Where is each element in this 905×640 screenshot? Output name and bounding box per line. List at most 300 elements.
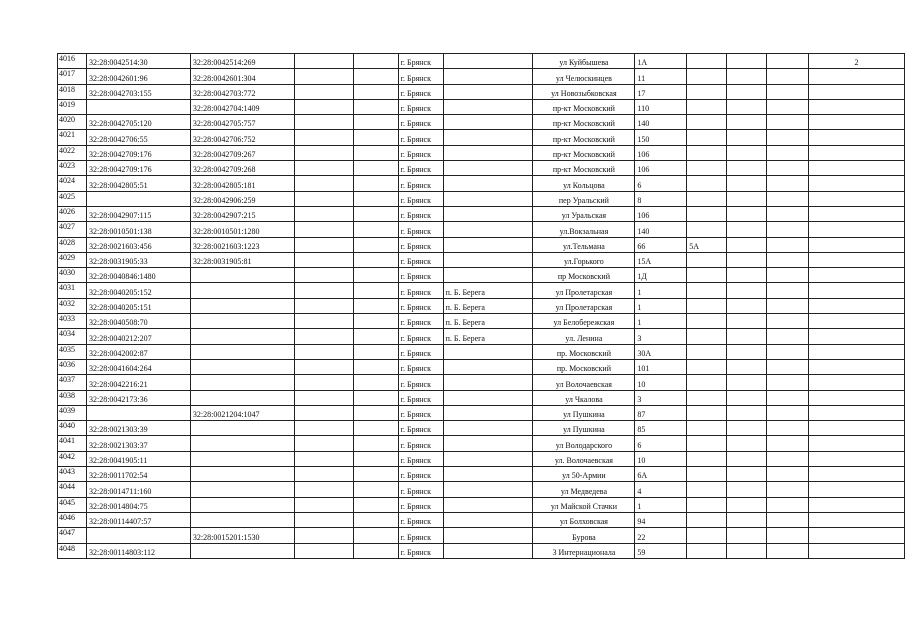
- cadastral-number-building-cell: [190, 482, 294, 497]
- building-number-cell: 11: [635, 69, 687, 84]
- table-row: [58, 222, 905, 237]
- cadastral-number-land-cell: 32:28:0042002:87: [86, 344, 190, 359]
- page-note-cell: [809, 467, 905, 482]
- col-11-cell: [727, 115, 767, 130]
- city-cell: [353, 344, 398, 359]
- page-note-cell: [809, 451, 905, 466]
- page-note-cell: [809, 237, 905, 252]
- col-11-cell: [727, 84, 767, 99]
- street-cell: [443, 344, 533, 359]
- table-row: [58, 54, 905, 69]
- cadastral-number-land-cell: 32:28:0042705:120: [86, 115, 190, 130]
- house-number-cell: пр-кт Московский: [533, 161, 635, 176]
- city-cell: [353, 115, 398, 130]
- col-10-cell: [687, 375, 727, 390]
- page-note-cell: [809, 283, 905, 298]
- row-number-cell: 4021: [58, 130, 87, 145]
- street-cell: [443, 436, 533, 451]
- building-number-cell: 8: [635, 191, 687, 206]
- cadastral-number-building-cell: 32:28:0042805:181: [190, 176, 294, 191]
- col-10-cell: [687, 130, 727, 145]
- col-11-cell: [727, 482, 767, 497]
- page-note-cell: [809, 497, 905, 512]
- settlement-cell: г. Брянск: [398, 54, 443, 69]
- row-number-cell: 4028: [58, 237, 87, 252]
- city-cell: [353, 482, 398, 497]
- col-11-cell: [727, 222, 767, 237]
- col-12-cell: [767, 359, 809, 374]
- page-note-cell: [809, 482, 905, 497]
- building-number-cell: 1: [635, 298, 687, 313]
- building-number-cell: 6: [635, 436, 687, 451]
- building-number-cell: 1: [635, 283, 687, 298]
- col-10-cell: [687, 115, 727, 130]
- settlement-cell: г. Брянск: [398, 115, 443, 130]
- row-number-cell: 4025: [58, 191, 87, 206]
- cadastral-number-land-cell: [86, 528, 190, 543]
- building-number-cell: 22: [635, 528, 687, 543]
- settlement-cell: г. Брянск: [398, 512, 443, 527]
- cadastral-number-land-cell: 32:28:0040508:70: [86, 314, 190, 329]
- row-number-cell: 4039: [58, 405, 87, 420]
- col-12-cell: [767, 99, 809, 114]
- building-number-cell: 1А: [635, 54, 687, 69]
- col-11-cell: [727, 298, 767, 313]
- table-row: [58, 115, 905, 130]
- spacer-cell: [294, 314, 353, 329]
- street-cell: п. Б. Берега: [443, 314, 533, 329]
- row-number-cell: 4033: [58, 314, 87, 329]
- building-number-cell: 94: [635, 512, 687, 527]
- house-number-cell: ул Майской Стачки: [533, 497, 635, 512]
- street-cell: [443, 451, 533, 466]
- building-number-cell: 106: [635, 145, 687, 160]
- cadastral-number-building-cell: 32:28:0042514:269: [190, 54, 294, 69]
- col-10-cell: [687, 451, 727, 466]
- page-note-cell: [809, 436, 905, 451]
- cadastral-number-building-cell: [190, 543, 294, 558]
- cadastral-number-building-cell: [190, 344, 294, 359]
- spacer-cell: [294, 130, 353, 145]
- page-note-cell: [809, 512, 905, 527]
- spacer-cell: [294, 54, 353, 69]
- col-11-cell: [727, 543, 767, 558]
- spacer-cell: [294, 497, 353, 512]
- table-row: [58, 176, 905, 191]
- cadastral-number-building-cell: 32:28:0042706:752: [190, 130, 294, 145]
- col-12-cell: [767, 268, 809, 283]
- row-number-cell: 4043: [58, 467, 87, 482]
- cadastral-number-building-cell: 32:28:0021603:1223: [190, 237, 294, 252]
- page-note-cell: [809, 145, 905, 160]
- city-cell: [353, 375, 398, 390]
- col-10-cell: [687, 176, 727, 191]
- settlement-cell: г. Брянск: [398, 298, 443, 313]
- street-cell: [443, 206, 533, 221]
- table-row: [58, 405, 905, 420]
- col-12-cell: [767, 206, 809, 221]
- house-number-cell: ул Кольцова: [533, 176, 635, 191]
- street-cell: п. Б. Берега: [443, 298, 533, 313]
- cadastral-number-building-cell: [190, 390, 294, 405]
- col-10-cell: [687, 99, 727, 114]
- col-11-cell: [727, 375, 767, 390]
- col-10-cell: [687, 145, 727, 160]
- col-11-cell: [727, 436, 767, 451]
- city-cell: [353, 99, 398, 114]
- table-row: [58, 390, 905, 405]
- settlement-cell: г. Брянск: [398, 206, 443, 221]
- col-12-cell: [767, 191, 809, 206]
- cadastral-number-land-cell: 32:28:0010501:138: [86, 222, 190, 237]
- row-number-cell: 4047: [58, 528, 87, 543]
- page-note-cell: [809, 528, 905, 543]
- table-row: [58, 237, 905, 252]
- cadastral-number-land-cell: 32:28:0021303:37: [86, 436, 190, 451]
- city-cell: [353, 314, 398, 329]
- table-row: [58, 206, 905, 221]
- col-12-cell: [767, 252, 809, 267]
- cadastral-number-land-cell: 32:28:0042709:176: [86, 161, 190, 176]
- cadastral-number-land-cell: 32:28:00114407:57: [86, 512, 190, 527]
- cadastral-number-land-cell: 32:28:0042706:55: [86, 130, 190, 145]
- col-11-cell: [727, 329, 767, 344]
- cadastral-number-land-cell: 32:28:0042514:30: [86, 54, 190, 69]
- building-number-cell: 140: [635, 222, 687, 237]
- cadastral-number-building-cell: 32:28:0031905:81: [190, 252, 294, 267]
- col-10-cell: [687, 84, 727, 99]
- house-number-cell: пр-кт Московский: [533, 99, 635, 114]
- row-number-cell: 4031: [58, 283, 87, 298]
- col-12-cell: [767, 405, 809, 420]
- cadastral-number-building-cell: [190, 268, 294, 283]
- settlement-cell: г. Брянск: [398, 421, 443, 436]
- page-note-cell: [809, 161, 905, 176]
- spacer-cell: [294, 206, 353, 221]
- building-number-cell: 3: [635, 329, 687, 344]
- settlement-cell: г. Брянск: [398, 161, 443, 176]
- street-cell: п. Б. Берега: [443, 329, 533, 344]
- spacer-cell: [294, 237, 353, 252]
- settlement-cell: г. Брянск: [398, 329, 443, 344]
- house-number-cell: ул Володарского: [533, 436, 635, 451]
- row-number-cell: 4037: [58, 375, 87, 390]
- street-cell: [443, 482, 533, 497]
- table-row: [58, 467, 905, 482]
- table-row: [58, 329, 905, 344]
- city-cell: [353, 329, 398, 344]
- cadastral-number-building-cell: 32:28:0042703:772: [190, 84, 294, 99]
- col-11-cell: [727, 268, 767, 283]
- col-12-cell: [767, 344, 809, 359]
- street-cell: [443, 359, 533, 374]
- street-cell: [443, 69, 533, 84]
- building-number-cell: 3: [635, 390, 687, 405]
- cadastral-number-land-cell: 32:28:0040212:207: [86, 329, 190, 344]
- col-10-cell: [687, 222, 727, 237]
- table-row: [58, 451, 905, 466]
- cadastral-number-building-cell: [190, 497, 294, 512]
- settlement-cell: г. Брянск: [398, 84, 443, 99]
- col-11-cell: [727, 421, 767, 436]
- spacer-cell: [294, 176, 353, 191]
- spacer-cell: [294, 451, 353, 466]
- col-10-cell: [687, 543, 727, 558]
- cadastral-number-building-cell: 32:28:0042704:1409: [190, 99, 294, 114]
- house-number-cell: ул.Горького: [533, 252, 635, 267]
- house-number-cell: пр. Московский: [533, 344, 635, 359]
- street-cell: [443, 191, 533, 206]
- street-cell: [443, 512, 533, 527]
- cadastral-number-land-cell: 32:28:0031905:33: [86, 252, 190, 267]
- cadastral-number-building-cell: 32:28:0010501:1280: [190, 222, 294, 237]
- house-number-cell: пр Московский: [533, 268, 635, 283]
- house-number-cell: пер Уральский: [533, 191, 635, 206]
- spacer-cell: [294, 145, 353, 160]
- col-12-cell: [767, 176, 809, 191]
- spacer-cell: [294, 268, 353, 283]
- col-12-cell: [767, 54, 809, 69]
- building-number-cell: 17: [635, 84, 687, 99]
- col-12-cell: [767, 237, 809, 252]
- page-note-cell: [809, 298, 905, 313]
- cadastral-number-building-cell: 32:28:0021204:1047: [190, 405, 294, 420]
- city-cell: [353, 298, 398, 313]
- cadastral-number-building-cell: [190, 436, 294, 451]
- building-number-cell: 10: [635, 375, 687, 390]
- spacer-cell: [294, 436, 353, 451]
- house-number-cell: Бурова: [533, 528, 635, 543]
- city-cell: [353, 206, 398, 221]
- house-number-cell: ул Челюскинцев: [533, 69, 635, 84]
- cadastral-number-building-cell: [190, 421, 294, 436]
- table-row: [58, 252, 905, 267]
- col-11-cell: [727, 237, 767, 252]
- table-row: [58, 145, 905, 160]
- house-number-cell: ул Чкалова: [533, 390, 635, 405]
- page-note-cell: [809, 252, 905, 267]
- house-number-cell: ул. Ленина: [533, 329, 635, 344]
- table-row: [58, 359, 905, 374]
- col-12-cell: [767, 161, 809, 176]
- street-cell: [443, 237, 533, 252]
- city-cell: [353, 359, 398, 374]
- row-number-cell: 4018: [58, 84, 87, 99]
- row-number-cell: 4022: [58, 145, 87, 160]
- house-number-cell: ул Пушкина: [533, 421, 635, 436]
- page-note-cell: [809, 543, 905, 558]
- col-12-cell: [767, 497, 809, 512]
- col-12-cell: [767, 528, 809, 543]
- page-note-cell: [809, 390, 905, 405]
- col-11-cell: [727, 405, 767, 420]
- table-row: [58, 512, 905, 527]
- col-10-cell: [687, 314, 727, 329]
- spacer-cell: [294, 543, 353, 558]
- spacer-cell: [294, 421, 353, 436]
- street-cell: [443, 405, 533, 420]
- street-cell: [443, 54, 533, 69]
- building-number-cell: 106: [635, 161, 687, 176]
- spacer-cell: [294, 69, 353, 84]
- spacer-cell: [294, 344, 353, 359]
- col-12-cell: [767, 467, 809, 482]
- row-number-cell: 4034: [58, 329, 87, 344]
- city-cell: [353, 268, 398, 283]
- cadastral-number-land-cell: 32:28:0014711:160: [86, 482, 190, 497]
- row-number-cell: 4023: [58, 161, 87, 176]
- page-note-cell: [809, 176, 905, 191]
- page-note-cell: [809, 421, 905, 436]
- col-10-cell: [687, 329, 727, 344]
- page-note-cell: [809, 130, 905, 145]
- cadastral-number-land-cell: [86, 99, 190, 114]
- city-cell: [353, 283, 398, 298]
- col-12-cell: [767, 329, 809, 344]
- house-number-cell: ул 50-Армии: [533, 467, 635, 482]
- cadastral-number-building-cell: [190, 283, 294, 298]
- spacer-cell: [294, 482, 353, 497]
- table-row: [58, 482, 905, 497]
- table-row: [58, 161, 905, 176]
- building-number-cell: 87: [635, 405, 687, 420]
- page-note-cell: [809, 191, 905, 206]
- col-11-cell: [727, 206, 767, 221]
- building-number-cell: 1: [635, 497, 687, 512]
- city-cell: [353, 145, 398, 160]
- city-cell: [353, 54, 398, 69]
- col-12-cell: [767, 451, 809, 466]
- street-cell: [443, 421, 533, 436]
- page-note-cell: [809, 405, 905, 420]
- spacer-cell: [294, 405, 353, 420]
- page-note-cell: [809, 222, 905, 237]
- col-10-cell: [687, 390, 727, 405]
- col-12-cell: [767, 375, 809, 390]
- city-cell: [353, 191, 398, 206]
- col-12-cell: [767, 390, 809, 405]
- settlement-cell: г. Брянск: [398, 436, 443, 451]
- table-row: [58, 130, 905, 145]
- row-number-cell: 4036: [58, 359, 87, 374]
- col-10-cell: [687, 421, 727, 436]
- city-cell: [353, 528, 398, 543]
- cadastral-number-building-cell: 32:28:0042601:304: [190, 69, 294, 84]
- page-note-cell: [809, 375, 905, 390]
- col-12-cell: [767, 512, 809, 527]
- table-row: [58, 298, 905, 313]
- row-number-cell: 4024: [58, 176, 87, 191]
- cadastral-number-land-cell: 32:28:0040205:151: [86, 298, 190, 313]
- col-12-cell: [767, 283, 809, 298]
- spacer-cell: [294, 375, 353, 390]
- spacer-cell: [294, 467, 353, 482]
- cadastral-number-building-cell: [190, 467, 294, 482]
- col-11-cell: [727, 283, 767, 298]
- building-number-cell: 106: [635, 206, 687, 221]
- cadastral-number-land-cell: 32:28:0041604:264: [86, 359, 190, 374]
- col-12-cell: [767, 314, 809, 329]
- col-11-cell: [727, 512, 767, 527]
- registry-table-body: [58, 54, 905, 559]
- table-row: [58, 191, 905, 206]
- city-cell: [353, 130, 398, 145]
- spacer-cell: [294, 115, 353, 130]
- house-number-cell: ул Новозыбковская: [533, 84, 635, 99]
- col-11-cell: [727, 176, 767, 191]
- settlement-cell: г. Брянск: [398, 359, 443, 374]
- row-number-cell: 4016: [58, 54, 87, 69]
- col-12-cell: [767, 115, 809, 130]
- spacer-cell: [294, 161, 353, 176]
- col-12-cell: [767, 222, 809, 237]
- row-number-cell: 4029: [58, 252, 87, 267]
- col-10-cell: [687, 497, 727, 512]
- col-10-cell: 5А: [687, 237, 727, 252]
- settlement-cell: г. Брянск: [398, 130, 443, 145]
- settlement-cell: г. Брянск: [398, 482, 443, 497]
- cadastral-number-land-cell: 32:28:0042216:21: [86, 375, 190, 390]
- house-number-cell: ул Медведева: [533, 482, 635, 497]
- col-10-cell: [687, 528, 727, 543]
- settlement-cell: г. Брянск: [398, 69, 443, 84]
- row-number-cell: 4019: [58, 99, 87, 114]
- table-row: [58, 497, 905, 512]
- settlement-cell: г. Брянск: [398, 467, 443, 482]
- settlement-cell: г. Брянск: [398, 314, 443, 329]
- row-number-cell: 4045: [58, 497, 87, 512]
- spacer-cell: [294, 298, 353, 313]
- spacer-cell: [294, 191, 353, 206]
- street-cell: [443, 84, 533, 99]
- street-cell: [443, 528, 533, 543]
- spacer-cell: [294, 222, 353, 237]
- spacer-cell: [294, 390, 353, 405]
- house-number-cell: пр-кт Московский: [533, 115, 635, 130]
- col-11-cell: [727, 390, 767, 405]
- col-11-cell: [727, 99, 767, 114]
- col-11-cell: [727, 359, 767, 374]
- building-number-cell: 59: [635, 543, 687, 558]
- row-number-cell: 4041: [58, 436, 87, 451]
- cadastral-number-land-cell: 32:28:0014804:75: [86, 497, 190, 512]
- col-12-cell: [767, 69, 809, 84]
- col-11-cell: [727, 145, 767, 160]
- building-number-cell: 10: [635, 451, 687, 466]
- cadastral-number-building-cell: [190, 314, 294, 329]
- col-11-cell: [727, 191, 767, 206]
- house-number-cell: ул. Волочаевская: [533, 451, 635, 466]
- row-number-cell: 4017: [58, 69, 87, 84]
- cadastral-number-land-cell: 32:28:0042907:115: [86, 206, 190, 221]
- settlement-cell: г. Брянск: [398, 99, 443, 114]
- street-cell: [443, 99, 533, 114]
- spacer-cell: [294, 99, 353, 114]
- settlement-cell: г. Брянск: [398, 283, 443, 298]
- city-cell: [353, 176, 398, 191]
- col-11-cell: [727, 54, 767, 69]
- col-10-cell: [687, 344, 727, 359]
- page-note-cell: [809, 329, 905, 344]
- street-cell: [443, 176, 533, 191]
- page-note-cell: [809, 314, 905, 329]
- col-12-cell: [767, 298, 809, 313]
- city-cell: [353, 69, 398, 84]
- row-number-cell: 4040: [58, 421, 87, 436]
- settlement-cell: г. Брянск: [398, 176, 443, 191]
- street-cell: [443, 252, 533, 267]
- settlement-cell: г. Брянск: [398, 145, 443, 160]
